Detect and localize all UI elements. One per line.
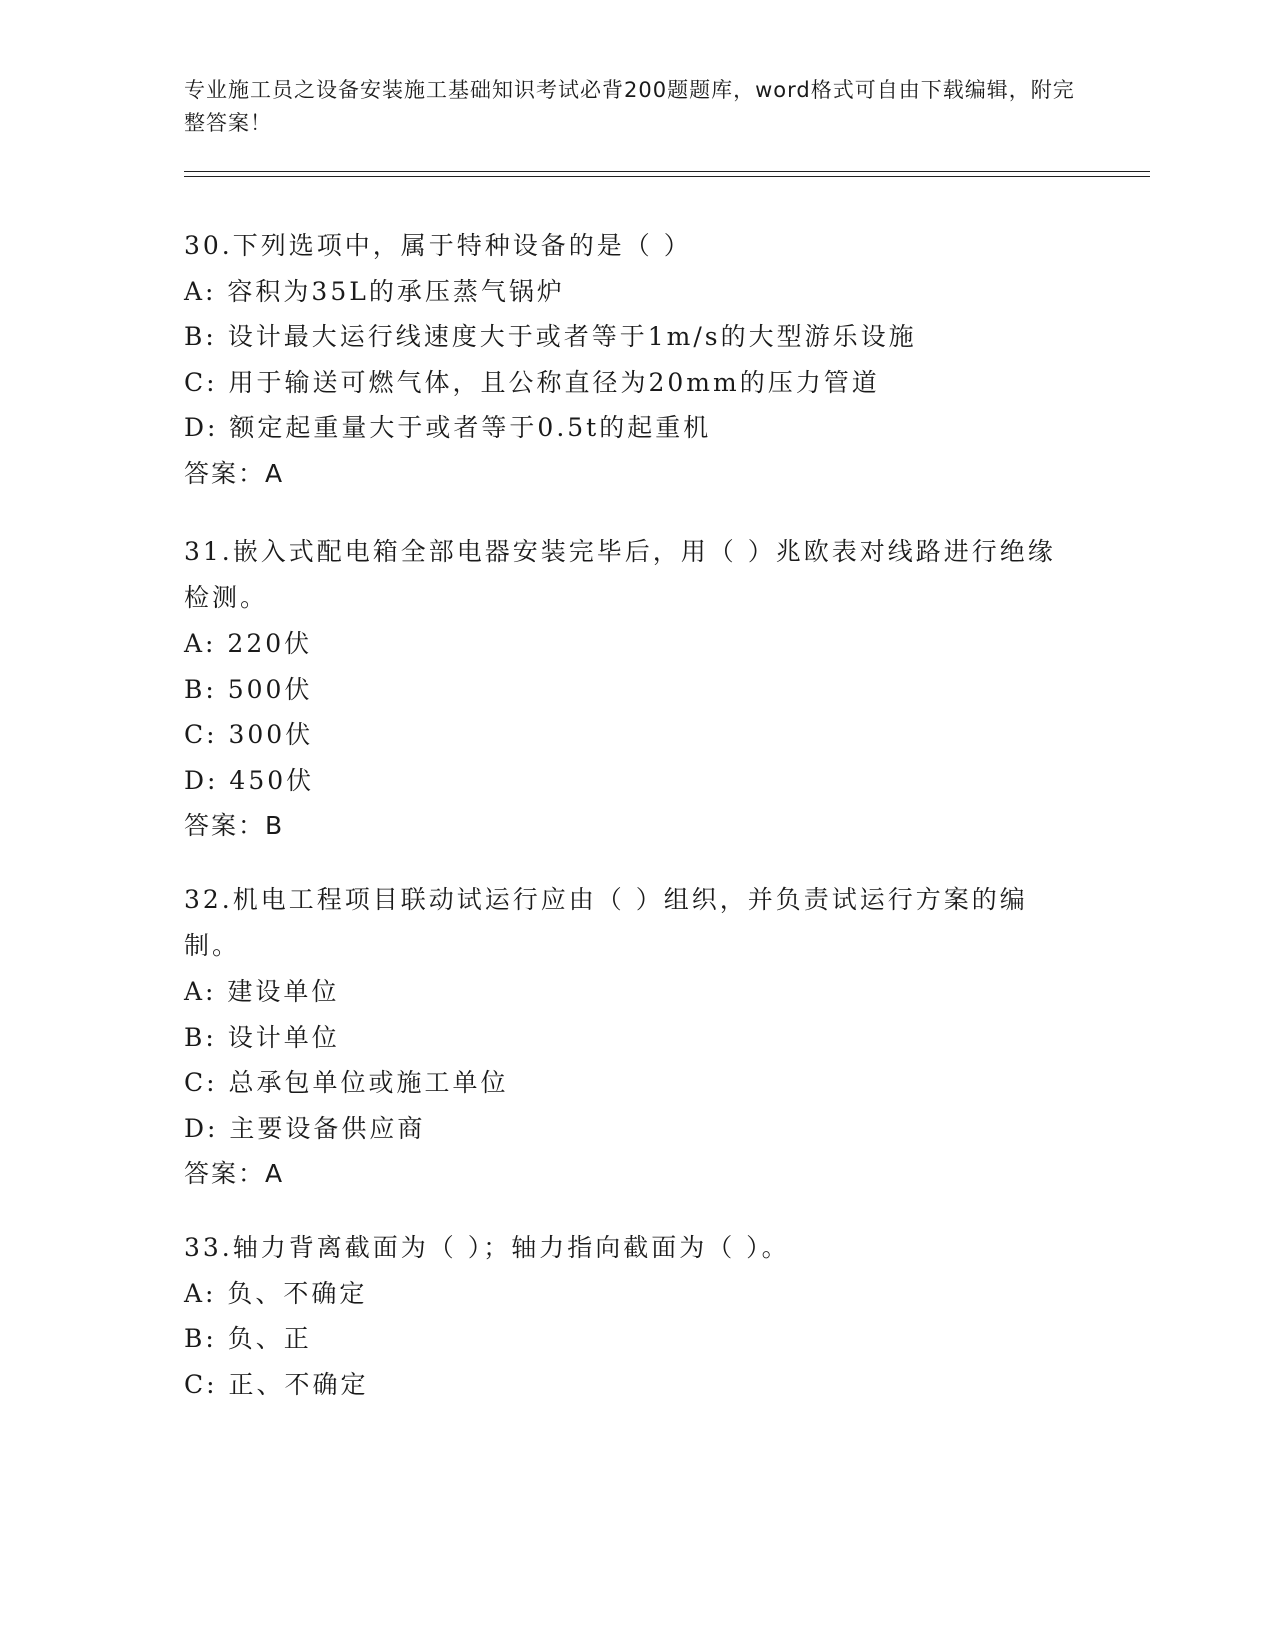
answer: 答案：B bbox=[184, 811, 285, 840]
option-a: A: 220伏 bbox=[184, 629, 313, 658]
option-d: D: 额定起重量大于或者等于0.5t的起重机 bbox=[184, 413, 712, 442]
question-31 bbox=[184, 529, 1064, 849]
option-d: D: 主要设备供应商 bbox=[184, 1113, 426, 1143]
option-b: B: 500伏 bbox=[184, 674, 313, 704]
option-a: A: 容积为35L的承压蒸气锅炉 bbox=[184, 276, 565, 306]
question-32 bbox=[184, 877, 1064, 1197]
question-stem: 33.轴力背离截面为（ ）；轴力指向截面为（ ）。 bbox=[184, 1233, 790, 1262]
option-d: D: 450伏 bbox=[184, 765, 315, 795]
option-c: C: 用于输送可燃气体，且公称直径为20mm的压力管道 bbox=[184, 367, 880, 397]
answer: 答案：A bbox=[184, 1159, 285, 1188]
header-rule-top bbox=[184, 171, 1150, 172]
option-a: A: 负、不确定 bbox=[184, 1278, 368, 1308]
question-stem: 31.嵌入式配电箱全部电器安装完毕后，用（ ）兆欧表对线路进行绝缘检测。 bbox=[184, 537, 1056, 612]
option-c: C: 正、不确定 bbox=[184, 1369, 369, 1399]
question-30 bbox=[184, 223, 1064, 496]
option-b: B: 负、正 bbox=[184, 1324, 312, 1353]
option-c: C: 总承包单位或施工单位 bbox=[184, 1068, 509, 1097]
option-a: A: 建设单位 bbox=[184, 977, 340, 1006]
question-stem: 32.机电工程项目联动试运行应由（ ）组织，并负责试运行方案的编制。 bbox=[184, 885, 1028, 960]
option-b: B: 设计最大运行线速度大于或者等于1m/s的大型游乐设施 bbox=[184, 322, 917, 351]
option-b: B: 设计单位 bbox=[184, 1022, 340, 1052]
answer: 答案：A bbox=[184, 458, 285, 488]
header-rule-bottom bbox=[184, 176, 1150, 177]
question-stem: 30.下列选项中，属于特种设备的是（ ） bbox=[184, 231, 692, 260]
question-33 bbox=[184, 1225, 1064, 1407]
option-c: C: 300伏 bbox=[184, 720, 314, 749]
document-header: 专业施工员之设备安装施工基础知识考试必背200题题库，word格式可自由下载编辑，附完整答案！ bbox=[184, 78, 1075, 135]
